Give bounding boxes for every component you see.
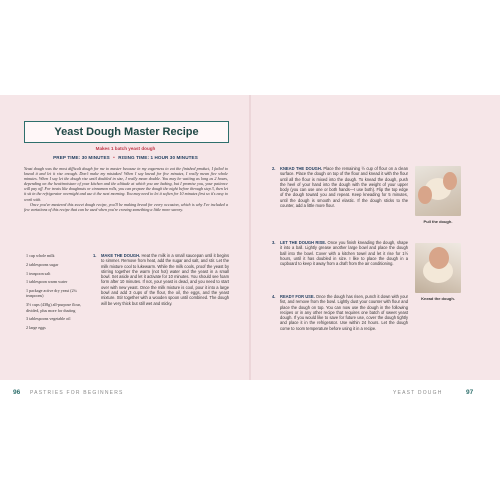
- photo-caption: Knead the dough.: [421, 296, 455, 301]
- step-heading: KNEAD THE DOUGH.: [280, 166, 324, 171]
- ingredient-item: 1 teaspoon salt: [26, 270, 51, 276]
- ingredient-item: 3½ cups (438g) all-purpose flour, divided, plus more for dusting: [26, 302, 81, 313]
- book-gutter: [249, 95, 251, 380]
- step-heading: MAKE THE DOUGH.: [101, 253, 142, 258]
- right-page-number: 97: [466, 389, 474, 396]
- recipe-yield: Makes 1 batch yeast dough: [95, 146, 156, 151]
- ingredient-item: 1 package active dry yeast (2¼ teaspoons): [26, 288, 77, 299]
- time-separator: •: [113, 155, 115, 160]
- ingredient-item: 1 tablespoon warm water: [26, 279, 68, 285]
- ingredient-list: [26, 253, 84, 334]
- ingredient-item: 2 large eggs: [26, 325, 46, 331]
- step-number: 1.: [93, 253, 97, 258]
- step-number: 3.: [272, 240, 276, 245]
- step-number: 4.: [272, 294, 276, 299]
- prep-time: PREP TIME: 30 MINUTES: [53, 155, 110, 160]
- knead-dough-photo: [415, 243, 461, 293]
- step-text: Once the dough has risen, punch it down with your fist, and remove from the bowl. Lightly dust your counter with flour and place the dough on top. You can now use the dough in the following recipes or in any other recipe that requires one batch of sweet yeast dough. If you would like to save for future use, cover the dough tightly and place it in the refrigerator. Use within 24 hours. Let the dough come to room temperature before using it in a recipe.: [280, 294, 408, 331]
- ingredient-item: 3 tablespoons vegetable oil: [26, 316, 71, 322]
- intro-paragraph: Once you've mastered this sweet dough recipe, you'll be making bread for every occasion, which is why I've included a few variations of this recipe that can be used when you're craving something a little more savory.: [24, 201, 228, 212]
- step-body: [101, 253, 229, 306]
- rising-time: RISING TIME: 1 HOUR 30 MINUTES: [118, 155, 198, 160]
- photo-caption: Pull the dough.: [423, 219, 453, 224]
- step-text: Heat the milk in a small saucepan until it begins to simmer. Remove from heat, add the sugar and salt, and stir. Let the milk mixture cool to lukewarm. While the milk cools, proof the yeast by stirring together the warm (not hot) water and the yeast in a small bowl. Set aside and let it activate for 10 minutes. You should see foam form after 10 minutes. If not, your yeast is dead, and you need to start over with new yeast. Once the milk mixture is cool, pour it into a large bowl and add 3 cups of the flour, the oil, the eggs, and the yeast mixture. Stir together with a wooden spoon until combined. The dough will be very thick but still wet and sticky.: [101, 253, 229, 306]
- left-page-number: 96: [13, 389, 21, 396]
- step-text: Once you finish kneading the dough, shape it into a ball. Lightly grease another large bowl and place the dough ball into the bowl. Cover with a kitchen towel and let it rise for 1½ hours, until it has doubled in size. I like to place the dough in a cupboard to keep it away from a draft from the air conditioning.: [280, 240, 409, 267]
- step-heading: READY FOR USE.: [280, 294, 316, 299]
- recipe-intro: [24, 166, 228, 212]
- recipe-title: Yeast Dough Master Recipe: [54, 126, 199, 138]
- ingredient-item: 1 cup whole milk: [26, 253, 55, 258]
- intro-paragraph: Yeast dough was the most difficult dough for me to master because in my eagerness to eat the finished product, I failed to knead it and let it rise enough. Don't make my mistakes! When I say knead for five minutes, I really mean five whole minutes. When I say let the dough rise until doubled in size, I really mean double. You may be waiting as long as 2 hours, depending on the heat/moisture of your kitchen and the altitude at which you are baking, but I promise you, your patience will pay off. For treats like doughnuts or cinnamon rolls, you can prepare the dough the night before through step 3, then let it sit in the refrigerator overnight and use it the next morning. You may need to let it soften for 10 minutes first so it's easy to work with.: [24, 166, 228, 202]
- step-number: 2.: [272, 166, 276, 171]
- pull-dough-photo: [415, 166, 461, 216]
- step-body: [280, 240, 408, 266]
- step-body: [280, 294, 408, 331]
- step-text: Place the remaining ½ cup of flour on a clean surface. Place the dough on top of the flour and knead it with the flour until all the flour is mixed into the dough. To knead the dough, push the heel of your hand into the dough with the weight of your upper body (you can use one or both hands—I use both). Flip the top edge of the dough toward you and repeat. Keep kneading for 5 minutes, until the dough is smooth and elastic. If the dough sticks to the counter, add a little more flour.: [280, 166, 408, 209]
- ingredient-item: 2 tablespoons sugar: [26, 261, 59, 267]
- recipe-title-box: [24, 121, 229, 143]
- recipe-times: [24, 155, 227, 160]
- step-body: [280, 166, 408, 208]
- left-running-head: PASTRIES FOR BEGINNERS: [30, 390, 124, 396]
- right-running-head: YEAST DOUGH: [393, 390, 443, 396]
- step-heading: LET THE DOUGH RISE.: [280, 240, 328, 245]
